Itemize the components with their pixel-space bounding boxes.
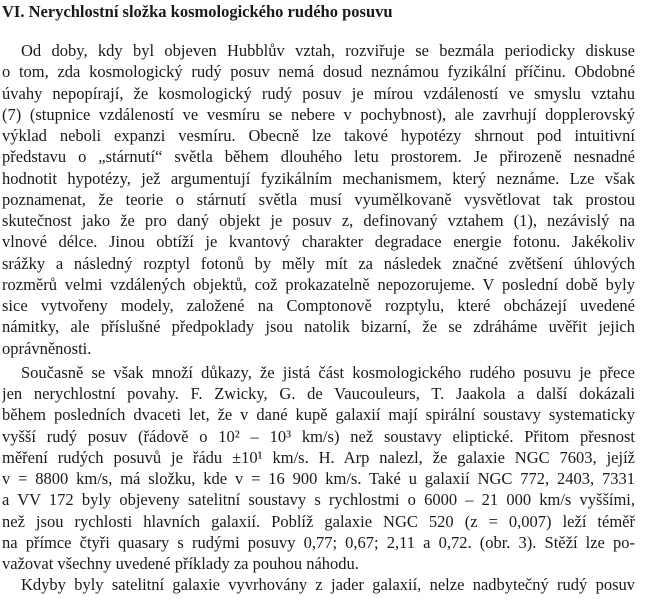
text-line: hodnotit hypotézy, jež argumentují fyzikálním mechanismem, který neznáme. Lze však [2,168,635,188]
text-line: Kdyby byly satelitní galaxie vyvrhovány z jader galaxií, nelze nadbytečný rudý posuv [21,575,635,595]
section-heading: VI. Nerychlostní složka kosmologického rudého posuvu [2,2,393,21]
text-line: Současně se však množí důkazy, že jistá část kosmologického rudého posuvu je přece [21,362,635,382]
text-line: srážky a následný rozptyl fotonů by měly mít za následek značné zvětšení úhlových [2,253,635,273]
text-line: a VV 172 byly objeveny satelitní soustavy s rychlostmi o 6000 – 21 000 km/s vyššími, [2,490,635,510]
text-line: važovat všechny uvedené příklady za pouhou náhodu. [2,554,359,573]
text-line: (7) (stupnice vzdáleností ve vesmíru se nebere v pochybnost), ale zavrhují dopplerovský [2,104,635,124]
text-line: během posledních dvaceti let, že v dané kupě galaxií mají spirální soustavy systematicky [2,405,635,425]
text-line: rozměrů velmi vzdálených objektů, což prokazatelně nepozorujeme. V poslední době byly [2,274,635,294]
body-text [2,40,635,596]
text-line: oprávněnosti. [2,338,92,358]
text-line: než jsou rychlosti hlavních galaxií. Poblíž galaxie NGC 520 (z = 0,007) leží téměř [2,511,635,531]
text-line: námitky, ale příslušné předpoklady jsou natolik bizarní, že se zdráháme uvěřit jejich [2,317,635,337]
text-line: sice vytvořeny modely, založené na Comptonově rozptylu, které obcházejí uvedené [2,296,635,315]
text-line: skutečnost jako že pro daný objekt je posuv z, definovaný vztahem (1), nezávislý na [2,211,635,230]
text-line: výklad neboli expanzi vesmíru. Obecně lze takové hypotézy shrnout pod intuitivní [2,126,635,145]
text-line: v = 8800 km/s, má složku, kde v = 16 900 km/s. Také u galaxií NGC 772, 2403, 7331 [2,469,635,488]
text-line: o tom, zda kosmologický rudý posuv nemá dosud neznámou fyzikální příčinu. Obdobné [2,62,635,82]
text-line: představu o „stárnutí“ světla během dlouhého letu prostorem. Je přirozeně nesnadné [2,147,635,167]
text-line: na přímce čtyři quasary s rudými posuvy 0,77; 0,67; 2,11 a 0,72. (obr. 3). Stěží lze po- [2,532,635,552]
paragraph-1 [2,40,635,359]
text-line: Od doby, kdy byl objeven Hubblův vztah, rozviřuje se bezmála periodicky diskuse [21,41,635,60]
paragraph-2 [2,362,635,575]
text-line: vlnové délce. Jinou obtíží je kvantový charakter degradace energie fotonu. Jakékoliv [2,232,635,252]
paragraph-3 [2,574,635,595]
text-line: jen nerychlostní povahy. F. Zwicky, G. de Vaucouleurs, T. Jaakola a další dokázali [2,384,635,403]
text-line: poznamenat, že teorie o stárnutí světla musí vyumělkovaně vysvětlovat tak prostou [2,189,635,209]
text-line: vyšší rudý posuv (řádově o 10² – 10³ km/s) než soustavy eliptické. Přitom přesnost [2,426,635,446]
text-line: úvahy nepopírají, že kosmologický rudý posuv je mírou vzdáleností ve smyslu vztahu [2,83,635,103]
text-line: měření rudých posuvů je řádu ±10¹ km/s. H. Arp nalezl, že galaxie NGC 7603, jejíž [2,447,635,467]
